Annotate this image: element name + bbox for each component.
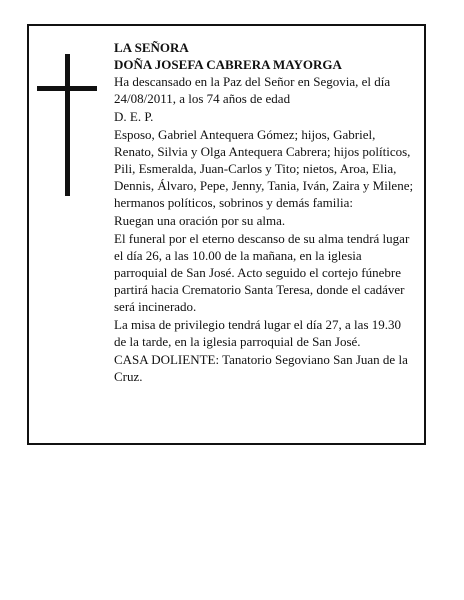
dep-line: D. E. P. [114,109,154,124]
mass-details: La misa de privilegio tendrá lugar el día 27, a las 19.30 de la tarde, en la iglesia parroquial de San José. [114,317,401,349]
death-announcement: Ha descansado en la Paz del Señor en Segovia, el día 24/08/2011, a los 74 años de edad [114,74,391,106]
prayer-request: Ruegan una oración por su alma. [114,213,286,228]
cross-icon [37,54,97,196]
funeral-details: El funeral por el eterno descanso de su alma tendrá lugar el día 26, a las 10.00 de la mañana, en la iglesia parroquial de San José. Acto seguido el cortejo fúnebre partirá hacia Crematorio Santa Teresa, donde el cadáver será incinerado. [114,231,410,314]
cross-horizontal-bar [37,86,97,91]
obituary-text [114,39,416,385]
mourning-house: CASA DOLIENTE: Tanatorio Segoviano San Juan de la Cruz. [114,352,408,384]
deceased-name: DOÑA JOSEFA CABRERA MAYORGA [114,57,342,72]
family-list: Esposo, Gabriel Antequera Gómez; hijos, Gabriel, Renato, Silvia y Olga Antequera Cabrera; hijos políticos, Pili, Esmeralda, Juan-Carlos y Tito; nietos, Aroa, Elia, Dennis, Álvaro, Pepe, Jenny, Tania, Iván, Zaira y Milene; hermanos políticos, sobrinos y demás familia: [114,127,414,210]
cross-vertical-bar [65,54,70,196]
salutation: LA SEÑORA [114,40,189,55]
